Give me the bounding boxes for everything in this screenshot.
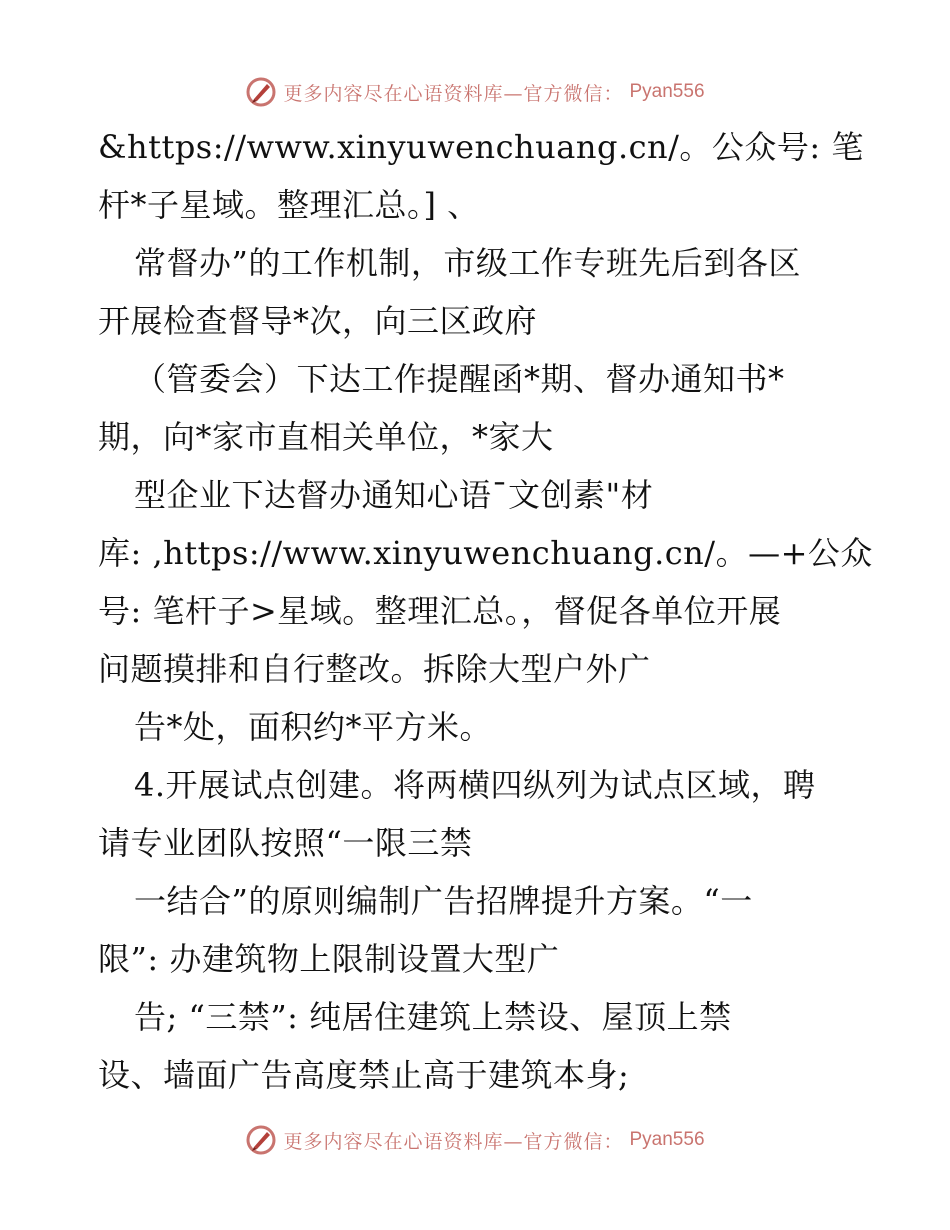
watermark-text: 更多内容尽在心语资料库—官方微信： bbox=[283, 1130, 624, 1153]
text-line: &https://www.xinyuwenchuang.cn/。公众号: 笔 bbox=[98, 128, 864, 166]
brush-logo-icon bbox=[245, 76, 277, 108]
brush-logo-icon bbox=[245, 1124, 277, 1156]
text-line: 告*处，面积约*平方米。 bbox=[134, 708, 493, 746]
text-line: 4.开展试点创建。将两横四纵列为试点区域，聘 bbox=[134, 766, 816, 804]
text-line: 请专业团队按照“一限三禁 bbox=[98, 824, 473, 862]
text-line: 型企业下达督办通知心语¯文创素"材 bbox=[134, 476, 654, 514]
header-watermark bbox=[0, 72, 950, 112]
text-line: 一结合”的原则编制广告招牌提升方案。“一 bbox=[134, 882, 753, 920]
text-line: 期，向*家市直相关单位，*家大 bbox=[98, 418, 554, 456]
watermark-text: 更多内容尽在心语资料库—官方微信： bbox=[283, 82, 624, 105]
text-line: 问题摸排和自行整改。拆除大型户外广 bbox=[98, 650, 651, 688]
footer-watermark bbox=[0, 1120, 950, 1160]
text-line: 开展检查督导*次，向三区政府 bbox=[98, 302, 538, 340]
text-line: 告; “三禁”: 纯居住建筑上禁设、屋顶上禁 bbox=[134, 998, 732, 1036]
text-line: （管委会）下达工作提醒函*期、督办通知书* bbox=[134, 360, 785, 398]
text-line: 设、墙面广告高度禁止高于建筑本身; bbox=[98, 1056, 630, 1094]
text-line: 限”: 办建筑物上限制设置大型广 bbox=[98, 940, 560, 978]
text-line: 号: 笔杆子>星域。整理汇总。，督促各单位开展 bbox=[98, 592, 782, 630]
watermark-wechat-id: Pyan556 bbox=[629, 81, 705, 102]
text-line: 杆*子星域。整理汇总。] 、 bbox=[98, 186, 480, 224]
text-line: 库: ,https://www.xinyuwenchuang.cn/。—+公众 bbox=[98, 534, 873, 572]
document-body bbox=[98, 118, 873, 1104]
text-line: 常督办”的工作机制，市级工作专班先后到各区 bbox=[134, 244, 801, 282]
watermark-wechat-id: Pyan556 bbox=[629, 1129, 705, 1150]
